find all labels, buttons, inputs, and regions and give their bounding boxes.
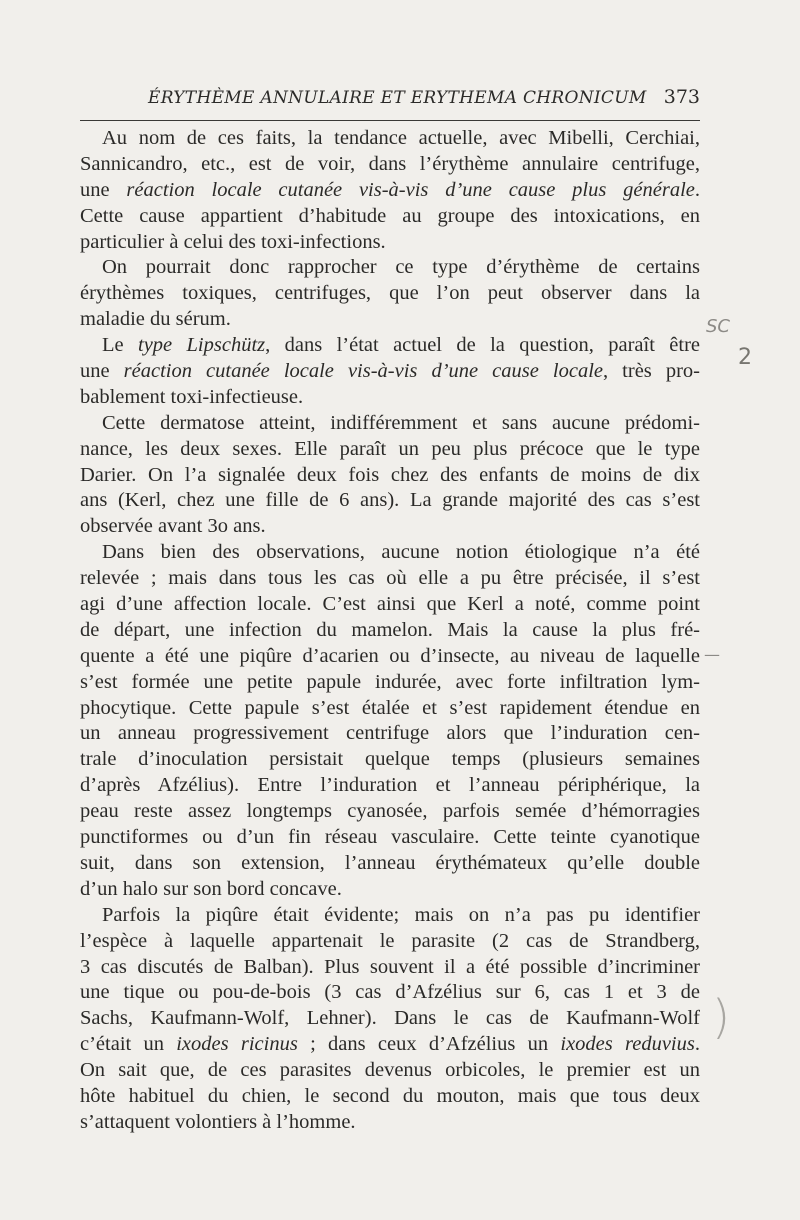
- text-run: une: [80, 360, 124, 383]
- italic-phrase: réaction locale cutanée vis-à-vis d’une cause plus générale: [126, 178, 695, 201]
- text-line: Au nom de ces faits, la tendance actuelle, avec Mibelli, Cerchiai,: [102, 127, 700, 149]
- text-line: On pourrait donc rapprocher ce type d’érythème de certains: [102, 256, 700, 279]
- text-line: particulier à celui des toxi-infections.: [80, 230, 386, 253]
- text-line: de départ, une infection du mamelon. Mais la cause la plus fré-: [80, 618, 700, 641]
- text-line: suit, dans son extension, l’anneau érythémateux qu’elle double: [80, 851, 700, 874]
- italic-phrase: type Lipschütz: [138, 334, 266, 357]
- text-line: Cette dermatose atteint, indifféremment et sans aucune prédomi-: [102, 411, 700, 434]
- text-line: maladie du sérum.: [80, 308, 231, 331]
- text-line: s’est formée une petite papule indurée, avec forte infiltration lym-: [80, 670, 700, 693]
- text-line: Sachs, Kaufmann-Wolf, Lehner). Dans le cas de Kaufmann-Wolf: [80, 1007, 700, 1030]
- text-line: Cette cause appartient d’habitude au groupe des intoxications, en: [80, 204, 700, 227]
- text-line: l’espèce à laquelle appartenait le parasite (2 cas de Strandberg,: [80, 929, 700, 952]
- text-line: observée avant 3o ans.: [80, 515, 266, 538]
- text-run: c’était un: [80, 1033, 177, 1056]
- text-line: nance, les deux sexes. Elle paraît un peu plus précoce que le type: [80, 437, 700, 460]
- text-line: punctiformes ou d’un fin réseau vasculaire. Cette teinte cyanotique: [80, 826, 700, 849]
- text-line: [80, 178, 700, 204]
- text-line: un anneau progressivement centrifuge alors que l’induration cen-: [80, 722, 700, 745]
- text-line: peau reste assez longtemps cyanosée, parfois semée d’hémorragies: [80, 800, 700, 823]
- text-line: On sait que, de ces parasites devenus orbicoles, le premier est un: [80, 1059, 700, 1082]
- text-line: quente a été une piqûre d’acarien ou d’insecte, au niveau de laquelle: [80, 644, 700, 667]
- text-run: .: [694, 178, 700, 201]
- text-line: trale d’inoculation persistait quelque temps (plusieurs semaines: [80, 748, 700, 771]
- text-run: une: [80, 178, 127, 201]
- text-line: 3 cas discutés de Balban). Plus souvent il a été possible d’incriminer: [80, 955, 700, 978]
- italic-phrase: ixodes ricinus: [176, 1033, 298, 1056]
- italic-phrase: ixodes reduvius: [560, 1033, 695, 1056]
- text-line: s’attaquent volontiers à l’homme.: [80, 1110, 356, 1133]
- margin-annotation: SC: [706, 316, 730, 337]
- text-run: .: [694, 1033, 700, 1056]
- page-number: 373: [663, 86, 700, 108]
- margin-annotation: ): [712, 990, 730, 1044]
- text-line: Sannicandro, etc., est de voir, dans l’érythème annulaire centrifuge,: [80, 152, 700, 175]
- text-line: Parfois la piqûre était évidente; mais on n’a pas pu identifier: [102, 903, 700, 926]
- text-run: , très pro-: [603, 360, 700, 383]
- running-title: ÉRYTHÈME ANNULAIRE ET ERYTHEMA CHRONICUM: [148, 88, 647, 108]
- text-line: d’un halo sur son bord concave.: [80, 877, 342, 900]
- text-line: Dans bien des observations, aucune notion étiologique n’a été: [102, 541, 700, 564]
- header-rule: [80, 120, 700, 121]
- text-line: hôte habituel du chien, le second du mouton, mais que tous deux: [80, 1084, 700, 1107]
- text-run: , dans l’état actuel de la question, paraît être: [265, 334, 700, 357]
- running-header: [80, 84, 700, 114]
- text-line: d’après Afzélius). Entre l’induration et l’anneau périphérique, la: [80, 774, 700, 797]
- text-line: [80, 333, 700, 359]
- margin-annotation: 2: [738, 345, 752, 370]
- text-run: Le: [102, 334, 138, 357]
- text-line: ans (Kerl, chez une fille de 6 ans). La grande majorité des cas s’est: [80, 489, 700, 512]
- text-line: érythèmes toxiques, centrifuges, que l’on peut observer dans la: [80, 282, 700, 305]
- text-line: phocytique. Cette papule s’est étalée et s’est rapidement étendue en: [80, 696, 700, 719]
- body-text: [80, 126, 700, 1136]
- text-line: [80, 1032, 700, 1058]
- text-line: une tique ou pou-de-bois (3 cas d’Afzélius sur 6, cas 1 et 3 de: [80, 981, 700, 1004]
- text-line: [80, 359, 700, 385]
- italic-phrase: réaction cutanée locale vis-à-vis d’une cause locale: [123, 360, 603, 383]
- text-line: agi d’une affection locale. C’est ainsi que Kerl a noté, comme point: [80, 593, 700, 616]
- text-line: bablement toxi-infectieuse.: [80, 385, 304, 408]
- text-run: ; dans ceux d’Afzélius un: [297, 1033, 561, 1056]
- margin-annotation: —: [704, 645, 720, 664]
- text-line: relevée ; mais dans tous les cas où elle a pu être précisée, il s’est: [80, 567, 700, 590]
- text-line: Darier. On l’a signalée deux fois chez des enfants de moins de dix: [80, 463, 700, 486]
